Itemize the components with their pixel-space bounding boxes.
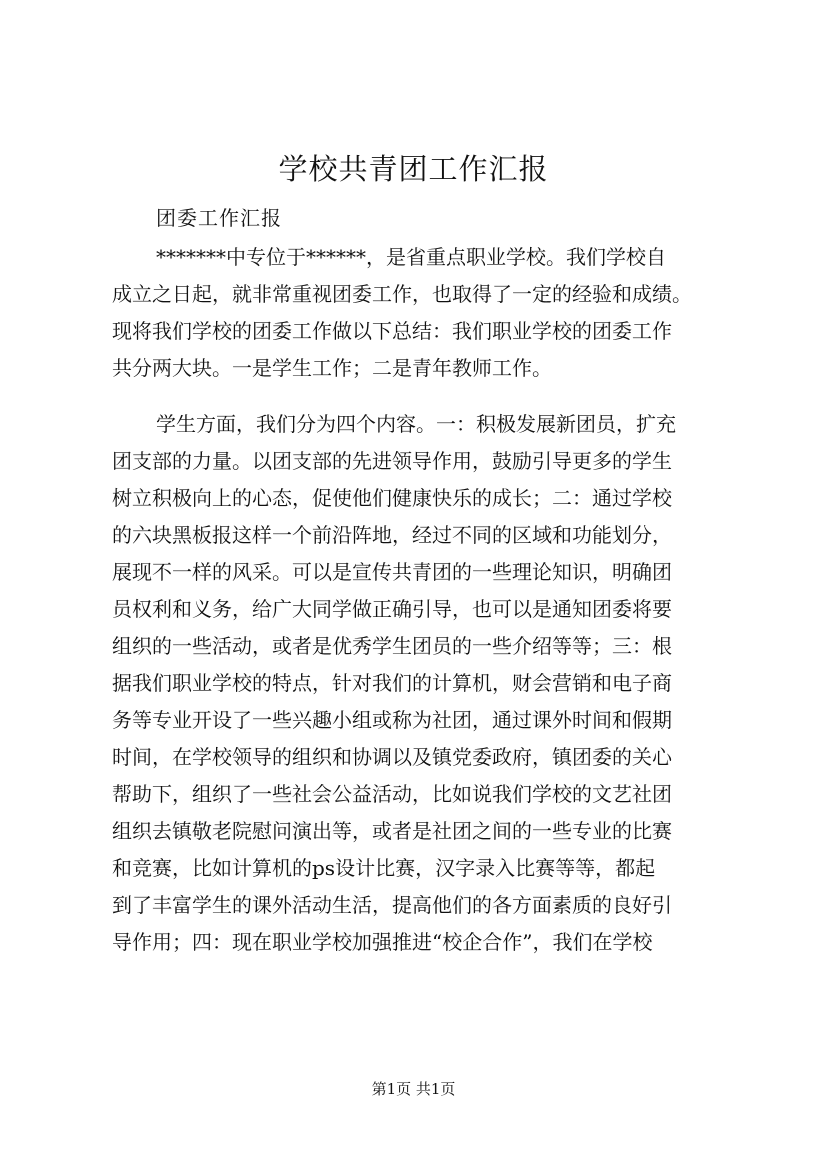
body-line: [0, 277, 827, 311]
document-subtitle: 团委工作汇报: [156, 206, 282, 230]
body-line: [0, 314, 827, 348]
body-line: [0, 851, 827, 885]
body-line: [0, 814, 827, 848]
body-line-text: 共分两大块。一是学生工作；二是青年教师工作。: [112, 356, 552, 380]
body-line-text: *******中专位于******，是省重点职业学校。我们学校自: [156, 245, 666, 269]
body-line-text: 展现不一样的风采。可以是宣传共青团的一些理论知识，明确团: [112, 560, 672, 584]
body-line-text: 导作用；四：现在职业学校加强推进“校企合作”，我们在学校: [112, 930, 653, 954]
body-line-text: 和竞赛，比如计算机的ps设计比赛，汉字录入比赛等等，都起: [112, 856, 656, 880]
body-line: [0, 518, 827, 552]
body-line: [0, 777, 827, 811]
body-line: [0, 592, 827, 626]
body-line: [0, 351, 827, 385]
body-line-text: 时间，在学校领导的组织和协调以及镇党委政府，镇团委的关心: [112, 745, 672, 769]
body-line: [0, 703, 827, 737]
body-line-text: 现将我们学校的团委工作做以下总结：我们职业学校的团委工作: [112, 319, 672, 343]
body-line-text: 学生方面，我们分为四个内容。一：积极发展新团员，扩充: [156, 412, 676, 436]
body-line-text: 团支部的力量。以团支部的先进领导作用，鼓励引导更多的学生: [112, 449, 672, 473]
body-line: [0, 407, 827, 441]
body-line: [0, 629, 827, 663]
body-line: [0, 555, 827, 589]
body-line: [0, 740, 827, 774]
page-number-footer: 第1页 共1页: [371, 1080, 456, 1098]
body-line-text: 到了丰富学生的课外活动生活，提高他们的各方面素质的良好引: [112, 893, 672, 917]
body-line-text: 据我们职业学校的特点，针对我们的计算机，财会营销和电子商: [112, 671, 672, 695]
body-line: [0, 444, 827, 478]
body-line: [0, 240, 827, 274]
body-line-text: 员权利和义务，给广大同学做正确引导，也可以是通知团委将要: [112, 597, 672, 621]
body-line-text: 树立积极向上的心态，促使他们健康快乐的成长；二：通过学校: [112, 486, 672, 510]
body-line-text: 成立之日起，就非常重视团委工作，也取得了一定的经验和成绩。: [112, 282, 692, 306]
document-title: 学校共青团工作汇报: [278, 152, 549, 186]
body-line-text: 的六块黑板报这样一个前沿阵地，经过不同的区域和功能划分，: [112, 523, 672, 547]
body-line: [0, 481, 827, 515]
body-line-text: 组织的一些活动，或者是优秀学生团员的一些介绍等等；三：根: [112, 634, 672, 658]
body-line: [0, 888, 827, 922]
body-line-text: 帮助下，组织了一些社会公益活动，比如说我们学校的文艺社团: [112, 782, 672, 806]
body-line-text: 组织去镇敬老院慰问演出等，或者是社团之间的一些专业的比赛: [112, 819, 672, 843]
body-line-text: 务等专业开设了一些兴趣小组或称为社团，通过课外时间和假期: [112, 708, 672, 732]
body-line: [0, 925, 827, 959]
body-line: [0, 666, 827, 700]
